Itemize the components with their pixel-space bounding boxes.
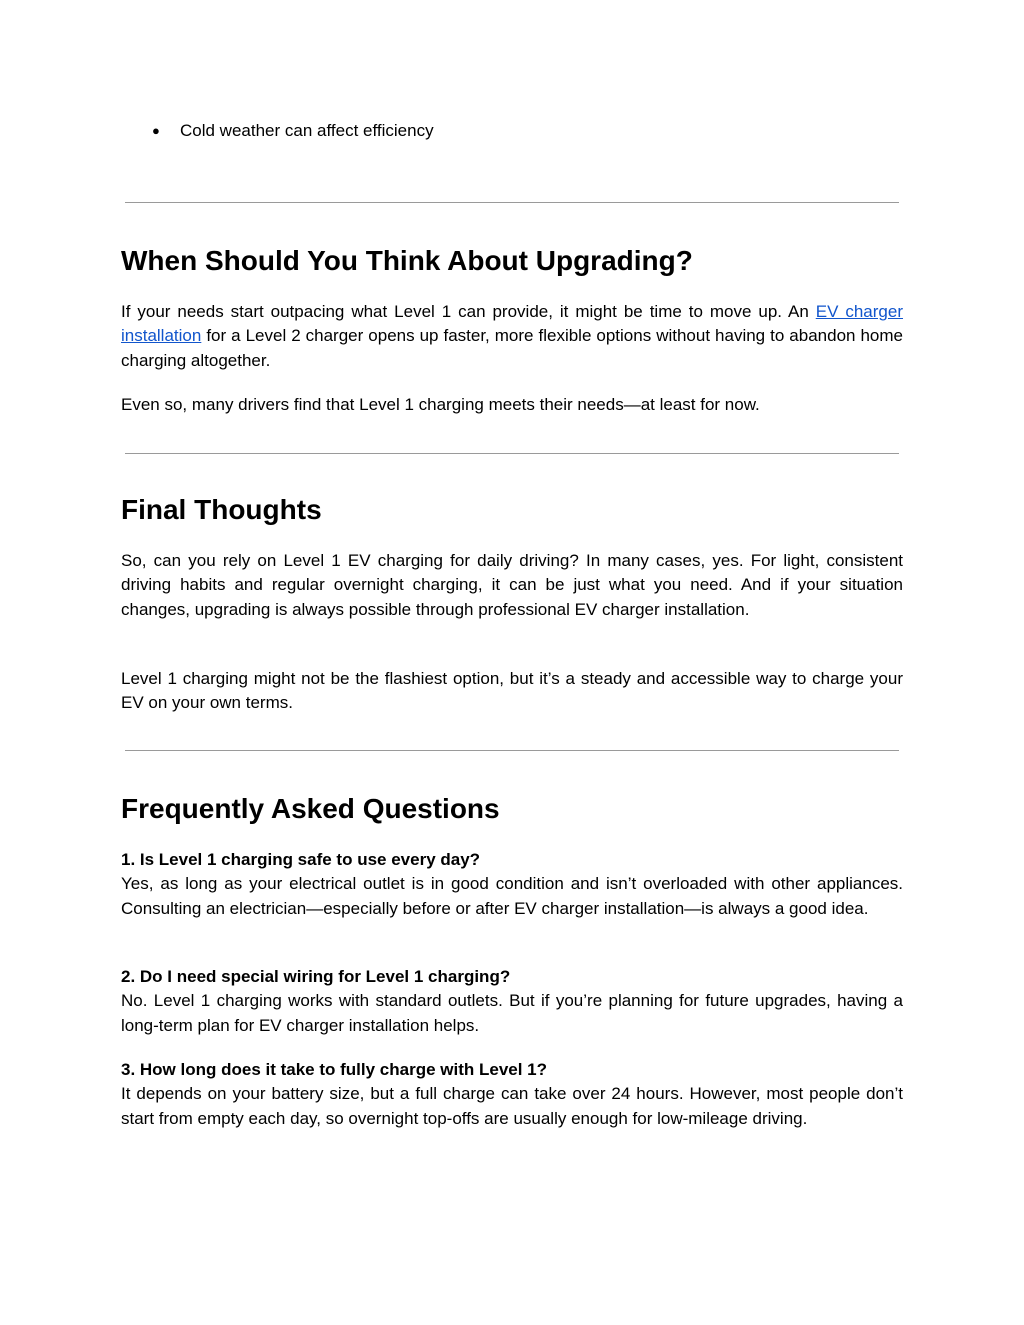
- ev-charger-installation-link[interactable]: EV charger installation: [121, 302, 903, 346]
- faq-item: [121, 965, 903, 1038]
- horizontal-divider: [125, 453, 899, 454]
- faq-answer: Yes, as long as your electrical outlet is in good condition and isn’t overloaded with other appliances. Consulting an electrician—especially before or after EV charger installation—is always a good idea.: [121, 874, 903, 918]
- section-heading-faq: Frequently Asked Questions: [121, 793, 500, 824]
- horizontal-divider: [125, 750, 899, 751]
- upgrade-paragraph-1: [121, 300, 903, 373]
- bullet-text: Cold weather can affect efficiency: [180, 121, 434, 140]
- faq-question: 1. Is Level 1 charging safe to use every day?: [121, 850, 481, 869]
- bullet-icon: ●: [152, 123, 160, 138]
- faq-question: 3. How long does it take to fully charge with Level 1?: [121, 1060, 548, 1079]
- upgrade-paragraph-2: Even so, many drivers find that Level 1 charging meets their needs—at least for now.: [121, 395, 760, 414]
- faq-question: 2. Do I need special wiring for Level 1 charging?: [121, 967, 511, 986]
- section-heading-final-thoughts: Final Thoughts: [121, 494, 322, 525]
- upgrade-text-after-link: for a Level 2 charger opens up faster, more flexible options without having to abandon home charging altogether.: [121, 326, 903, 370]
- faq-answer: It depends on your battery size, but a full charge can take over 24 hours. However, most people don’t start from empty each day, so overnight top-offs are usually enough for low-mileage driving.: [121, 1084, 903, 1128]
- upgrade-text-before-link: If your needs start outpacing what Level 1 can provide, it might be time to move up. An: [121, 302, 816, 321]
- section-heading-upgrading: When Should You Think About Upgrading?: [121, 245, 693, 276]
- final-paragraph-1: So, can you rely on Level 1 EV charging for daily driving? In many cases, yes. For light, consistent driving habits and regular overnight charging, it can be just what you need. And if your situation changes, upgrading is always possible through professional EV charger installation.: [121, 551, 903, 619]
- final-paragraph-2: Level 1 charging might not be the flashiest option, but it’s a steady and accessible way to charge your EV on your own terms.: [121, 669, 903, 713]
- faq-answer: No. Level 1 charging works with standard outlets. But if you’re planning for future upgrades, having a long-term plan for EV charger installation helps.: [121, 991, 903, 1035]
- faq-item: [121, 848, 903, 921]
- horizontal-divider: [125, 202, 899, 203]
- bullet-item: [152, 120, 434, 142]
- faq-item: [121, 1058, 903, 1131]
